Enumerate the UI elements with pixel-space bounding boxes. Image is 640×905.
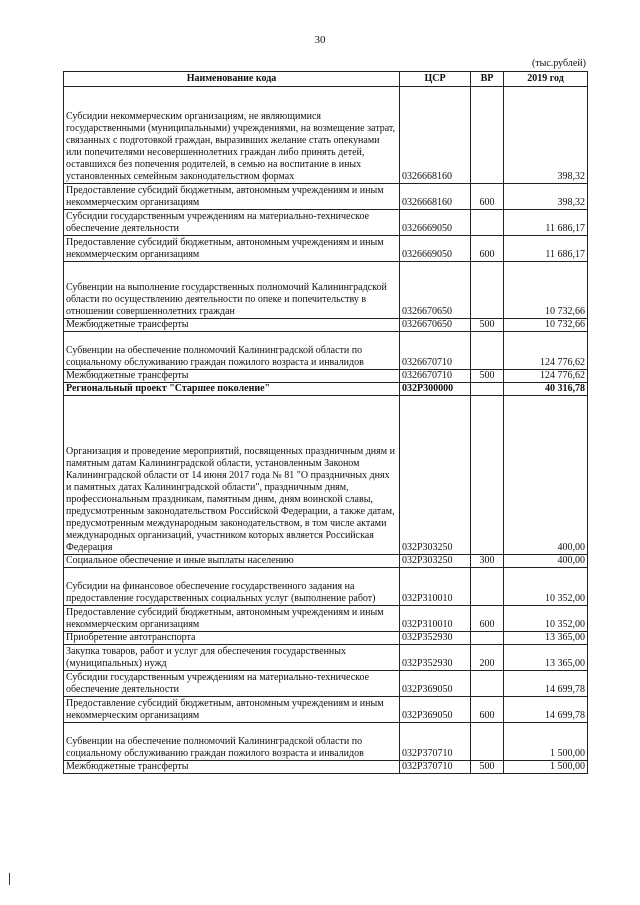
row-name: Субвенции на выполнение государственных полномочий Калининградской области по осуществлению деятельности по опеке и попечительству в отношении совершеннолетних граждан <box>64 262 400 319</box>
table-row <box>64 632 588 645</box>
row-csr: 032P370710 <box>400 723 471 761</box>
unit-label: (тыс.рублей) <box>531 58 586 69</box>
row-csr: 032P370710 <box>400 761 471 774</box>
row-vr: 600 <box>471 184 504 210</box>
header-name: Наименование кода <box>64 72 400 87</box>
row-csr: 0326668160 <box>400 184 471 210</box>
table-row <box>64 568 588 606</box>
row-vr <box>471 723 504 761</box>
row-csr: 0326669050 <box>400 210 471 236</box>
table-row <box>64 262 588 319</box>
row-vr: 600 <box>471 697 504 723</box>
budget-table <box>63 71 588 774</box>
table-row <box>64 645 588 671</box>
row-vr <box>471 632 504 645</box>
row-csr: 0326669050 <box>400 236 471 262</box>
row-value: 398,32 <box>504 184 588 210</box>
row-name: Организация и проведение мероприятий, посвященных праздничным дням и памятным датам Калининградской области, установленным Законом Калининградской области от 14 июня 2017 года № 81 "О праздничных днях и памятных датах Калининградской области", праздничным дням, профессиональным праздникам, памятным дням, дням воинской славы, предусмотренным законодательством Российской Федерации, а также датам, предусмотренным международным законодательством, в том числе актами международных организаций, участником которых является Российская Федерация <box>64 396 400 555</box>
table-row <box>64 555 588 568</box>
row-value: 13 365,00 <box>504 632 588 645</box>
row-value: 10 352,00 <box>504 606 588 632</box>
row-csr: 0326670710 <box>400 370 471 383</box>
row-vr: 500 <box>471 319 504 332</box>
row-name: Субсидии на финансовое обеспечение государственного задания на предоставление государственных социальных услуг (выполнение работ) <box>64 568 400 606</box>
row-name: Субсидии государственным учреждениям на материально-техническое обеспечение деятельности <box>64 671 400 697</box>
row-vr <box>471 262 504 319</box>
row-csr: 032P303250 <box>400 396 471 555</box>
row-vr: 500 <box>471 761 504 774</box>
row-value: 11 686,17 <box>504 210 588 236</box>
header-csr: ЦСР <box>400 72 471 87</box>
row-value: 1 500,00 <box>504 723 588 761</box>
row-vr <box>471 87 504 184</box>
header-year: 2019 год <box>504 72 588 87</box>
row-name: Субсидии некоммерческим организациям, не являющимися государственными (муниципальными) учреждениями, на возмещение затрат, связанных с подготовкой граждан, выразивших желание стать опекунами или попечителями несовершеннолетних граждан либо принять детей, оставшихся без попечения родителей, в семью на воспитание в иных установленных семейным законодательством формах <box>64 87 400 184</box>
row-value: 398,32 <box>504 87 588 184</box>
table-row <box>64 383 588 396</box>
row-value: 14 699,78 <box>504 671 588 697</box>
table-row <box>64 671 588 697</box>
row-name: Межбюджетные трансферты <box>64 761 400 774</box>
table-row <box>64 319 588 332</box>
row-value: 13 365,00 <box>504 645 588 671</box>
row-name: Межбюджетные трансферты <box>64 319 400 332</box>
table-row <box>64 761 588 774</box>
row-csr: 0326670650 <box>400 262 471 319</box>
table-header-row <box>64 72 588 87</box>
table-row <box>64 184 588 210</box>
row-value: 1 500,00 <box>504 761 588 774</box>
header-vr: ВР <box>471 72 504 87</box>
row-vr: 600 <box>471 606 504 632</box>
row-vr <box>471 396 504 555</box>
table-row <box>64 87 588 184</box>
row-name: Предоставление субсидий бюджетным, автономным учреждениям и иным некоммерческим организациям <box>64 236 400 262</box>
row-vr <box>471 210 504 236</box>
row-name: Субсидии государственным учреждениям на материально-техническое обеспечение деятельности <box>64 210 400 236</box>
row-vr: 300 <box>471 555 504 568</box>
row-name: Региональный проект "Старшее поколение" <box>64 383 400 396</box>
row-vr: 500 <box>471 370 504 383</box>
row-value: 10 352,00 <box>504 568 588 606</box>
row-value: 124 776,62 <box>504 370 588 383</box>
row-name: Закупка товаров, работ и услуг для обеспечения государственных (муниципальных) нужд <box>64 645 400 671</box>
row-name: Межбюджетные трансферты <box>64 370 400 383</box>
row-csr: 032P352930 <box>400 632 471 645</box>
row-vr <box>471 383 504 396</box>
table-row <box>64 723 588 761</box>
row-csr: 032P369050 <box>400 697 471 723</box>
row-vr <box>471 332 504 370</box>
row-csr: 032P369050 <box>400 671 471 697</box>
row-value: 40 316,78 <box>504 383 588 396</box>
table-row <box>64 370 588 383</box>
row-csr: 032P352930 <box>400 645 471 671</box>
row-value: 14 699,78 <box>504 697 588 723</box>
row-value: 400,00 <box>504 555 588 568</box>
table-row <box>64 236 588 262</box>
table-row <box>64 697 588 723</box>
row-value: 10 732,66 <box>504 319 588 332</box>
table-row <box>64 606 588 632</box>
row-vr: 600 <box>471 236 504 262</box>
row-csr: 032P300000 <box>400 383 471 396</box>
row-csr: 032P310010 <box>400 606 471 632</box>
row-name: Социальное обеспечение и иные выплаты населению <box>64 555 400 568</box>
row-value: 400,00 <box>504 396 588 555</box>
row-name: Приобретение автотранспорта <box>64 632 400 645</box>
row-csr: 0326668160 <box>400 87 471 184</box>
row-name: Предоставление субсидий бюджетным, автономным учреждениям и иным некоммерческим организациям <box>64 606 400 632</box>
table-row <box>64 396 588 555</box>
row-name: Предоставление субсидий бюджетным, автономным учреждениям и иным некоммерческим организациям <box>64 184 400 210</box>
row-csr: 032P310010 <box>400 568 471 606</box>
row-name: Субвенции на обеспечение полномочий Калининградской области по социальному обслуживанию граждан пожилого возраста и инвалидов <box>64 332 400 370</box>
row-vr: 200 <box>471 645 504 671</box>
row-csr: 032P303250 <box>400 555 471 568</box>
row-csr: 0326670710 <box>400 332 471 370</box>
row-vr <box>471 568 504 606</box>
page-number: 30 <box>314 34 326 46</box>
row-name: Предоставление субсидий бюджетным, автономным учреждениям и иным некоммерческим организациям <box>64 697 400 723</box>
table-row <box>64 210 588 236</box>
row-value: 124 776,62 <box>504 332 588 370</box>
row-value: 11 686,17 <box>504 236 588 262</box>
table-row <box>64 332 588 370</box>
margin-mark <box>9 873 10 885</box>
row-csr: 0326670650 <box>400 319 471 332</box>
row-name: Субвенции на обеспечение полномочий Калининградской области по социальному обслуживанию граждан пожилого возраста и инвалидов <box>64 723 400 761</box>
row-value: 10 732,66 <box>504 262 588 319</box>
row-vr <box>471 671 504 697</box>
